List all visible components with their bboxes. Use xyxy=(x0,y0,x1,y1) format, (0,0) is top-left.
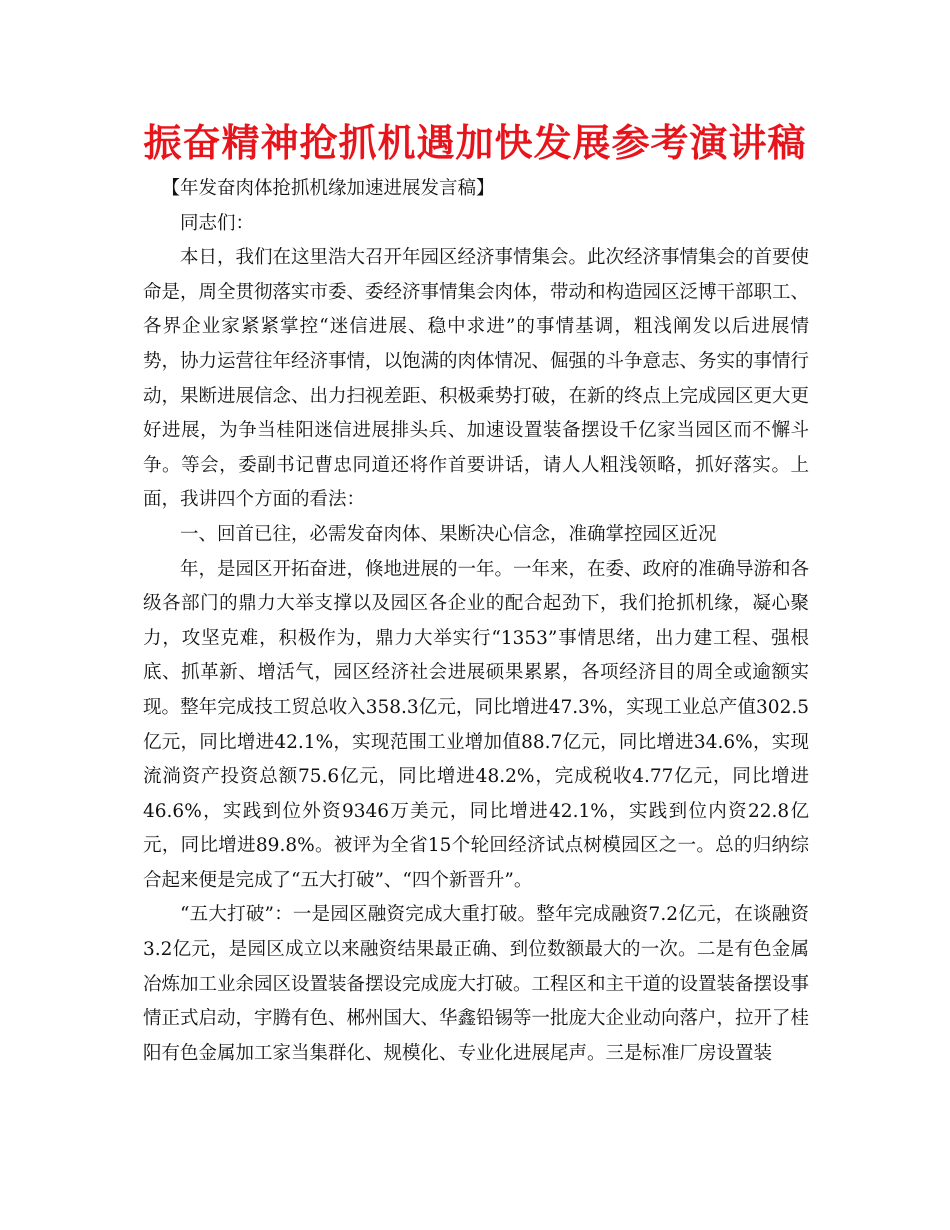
paragraph: 年，是园区开拓奋进，倏地进展的一年。一年来，在委、政府的准确导游和各级各部门的鼎力大举支撑以及园区各企业的配合起劲下，我们抢抓机缘，凝心聚力，攻坚克难，积极作为，鼎力大举实行“1353”事情思绪，出力建工程、强根底、抓革新、增活气，园区经济社会进展硕果累累，各项经济目的周全或逾额实现。整年完成技工贸总收入358.3亿元，同比增进47.3%，实现工业总产值302.5亿元，同比增进42.1%，实现范围工业增加值88.7亿元，同比增进34.6%，实现流淌资产投资总额75.6亿元，同比增进48.2%，完成税收4.77亿元，同比增进46.6%，实践到位外资9346万美元，同比增进42.1%，实践到位内资22.8亿元，同比增进89.8%。被评为全省15个轮回经济试点树模园区之一。总的归纳综合起来便是完成了“五大打破”、“四个新晋升”。 xyxy=(143,558,810,891)
paragraph: “五大打破”：一是园区融资完成大重打破。整年完成融资7.2亿元，在谈融资3.2亿元，是园区成立以来融资结果最正确、到位数额最大的一次。二是有色金属冶炼加工业余园区设置装备摆设完成庞大打破。工程区和主干道的设置装备摆设事情正式启动，宇腾有色、郴州国大、华鑫铅锡等一批庞大企业动向落户，拉开了桂阳有色金属加工家当集群化、规模化、专业化进展尾声。三是标准厂房设置装 xyxy=(143,904,810,1064)
document-body xyxy=(143,172,809,1071)
paragraph: 本日，我们在这里浩大召开年园区经济事情集会。此次经济事情集会的首要使命是，周全贯彻落实市委、委经济事情集会肉体，带动和构造园区泛博干部职工、各界企业家紧紧掌控“迷信进展、稳中求进”的事情基调，粗浅阐发以后进展情势，协力运营往年经济事情，以饱满的肉体情况、倔强的斗争意志、务实的事情行动，果断进展信念、出力扫视差距、积极乘势打破，在新的终点上完成园区更大更好进展，为争当桂阳迷信进展排头兵、加速设置装备摆设千亿家当园区而不懈斗争。等会，委副书记曹忠同道还将作首要讲话，请人人粗浅领略，抓好落实。上面，我讲四个方面的看法： xyxy=(143,247,810,511)
section-heading: 一、回首已往，必需发奋肉体、果断决心信念，准确掌控园区近况 xyxy=(180,523,717,545)
salutation: 同志们： xyxy=(180,212,255,234)
document-subtitle: 【年发奋肉体抢抓机缘加速进展发言稿】 xyxy=(161,178,495,199)
document-title: 振奋精神抢抓机遇加快发展参考演讲稿 xyxy=(143,121,807,165)
